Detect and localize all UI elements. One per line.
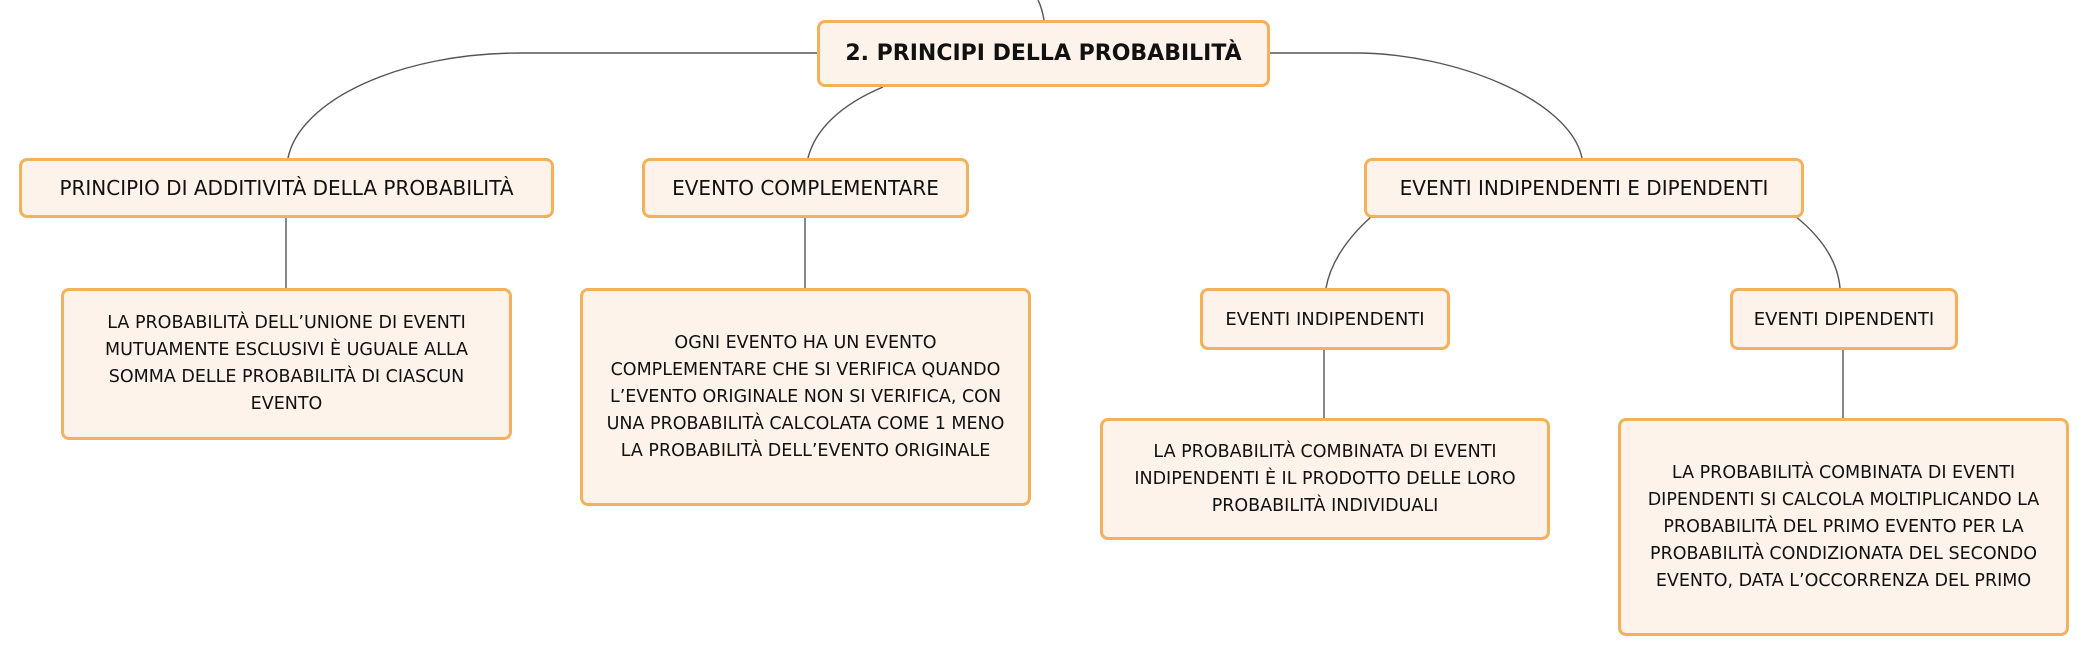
connector-events-to-dependent bbox=[1795, 216, 1840, 288]
dependent-events-node[interactable] bbox=[1730, 288, 1958, 350]
additivity-description-node[interactable] bbox=[61, 288, 512, 440]
additivity-topic-node[interactable] bbox=[19, 158, 554, 218]
complement-topic-label: EVENTO COMPLEMENTARE bbox=[672, 176, 939, 200]
complement-topic-node[interactable] bbox=[642, 158, 969, 218]
events-topic-label: EVENTI INDIPENDENTI E DIPENDENTI bbox=[1399, 176, 1769, 200]
connector-root-to-additivity bbox=[288, 53, 817, 158]
root-topic-node[interactable] bbox=[817, 20, 1270, 87]
connector-events-to-independent bbox=[1326, 216, 1372, 288]
dependent-description-text: LA PROBABILITÀ COMBINATA DI EVENTI DIPENDENTI SI CALCOLA MOLTIPLICANDO LA PROBABILITÀ DEL PRIMO EVENTO PER LA PROBABILITÀ CONDIZIONATA DEL SECONDO EVENTO, DATA L’OCCORRENZA DEL PRIMO bbox=[1647, 462, 2040, 591]
dependent-events-label: EVENTI DIPENDENTI bbox=[1753, 308, 1935, 330]
connector-parent-to-root bbox=[1038, 0, 1044, 20]
dependent-description-node[interactable] bbox=[1618, 418, 2069, 636]
events-topic-node[interactable] bbox=[1364, 158, 1804, 218]
independent-description-node[interactable] bbox=[1100, 418, 1550, 540]
additivity-topic-label: PRINCIPIO DI ADDITIVITÀ DELLA PROBABILITÀ bbox=[59, 176, 514, 200]
complement-description-text: OGNI EVENTO HA UN EVENTO COMPLEMENTARE CHE SI VERIFICA QUANDO L’EVENTO ORIGINALE NON SI VERIFICA, CON UNA PROBABILITÀ CALCOLATA COME 1 MENO LA PROBABILITÀ DELL’EVENTO ORIGINALE bbox=[606, 332, 1005, 461]
independent-events-label: EVENTI INDIPENDENTI bbox=[1225, 308, 1425, 330]
connector-root-to-events bbox=[1270, 53, 1582, 158]
root-topic-label: 2. PRINCIPI DELLA PROBABILITÀ bbox=[845, 41, 1242, 66]
independent-description-text: LA PROBABILITÀ COMBINATA DI EVENTI INDIPENDENTI È IL PRODOTTO DELLE LORO PROBABILITÀ INDIVIDUALI bbox=[1134, 441, 1516, 516]
additivity-description-text: LA PROBABILITÀ DELL’UNIONE DI EVENTI MUTUAMENTE ESCLUSIVI È UGUALE ALLA SOMMA DELLE PROBABILITÀ DI CIASCUN EVENTO bbox=[105, 313, 468, 414]
connector-root-to-complement bbox=[808, 87, 883, 158]
complement-description-node[interactable] bbox=[580, 288, 1031, 506]
independent-events-node[interactable] bbox=[1200, 288, 1450, 350]
